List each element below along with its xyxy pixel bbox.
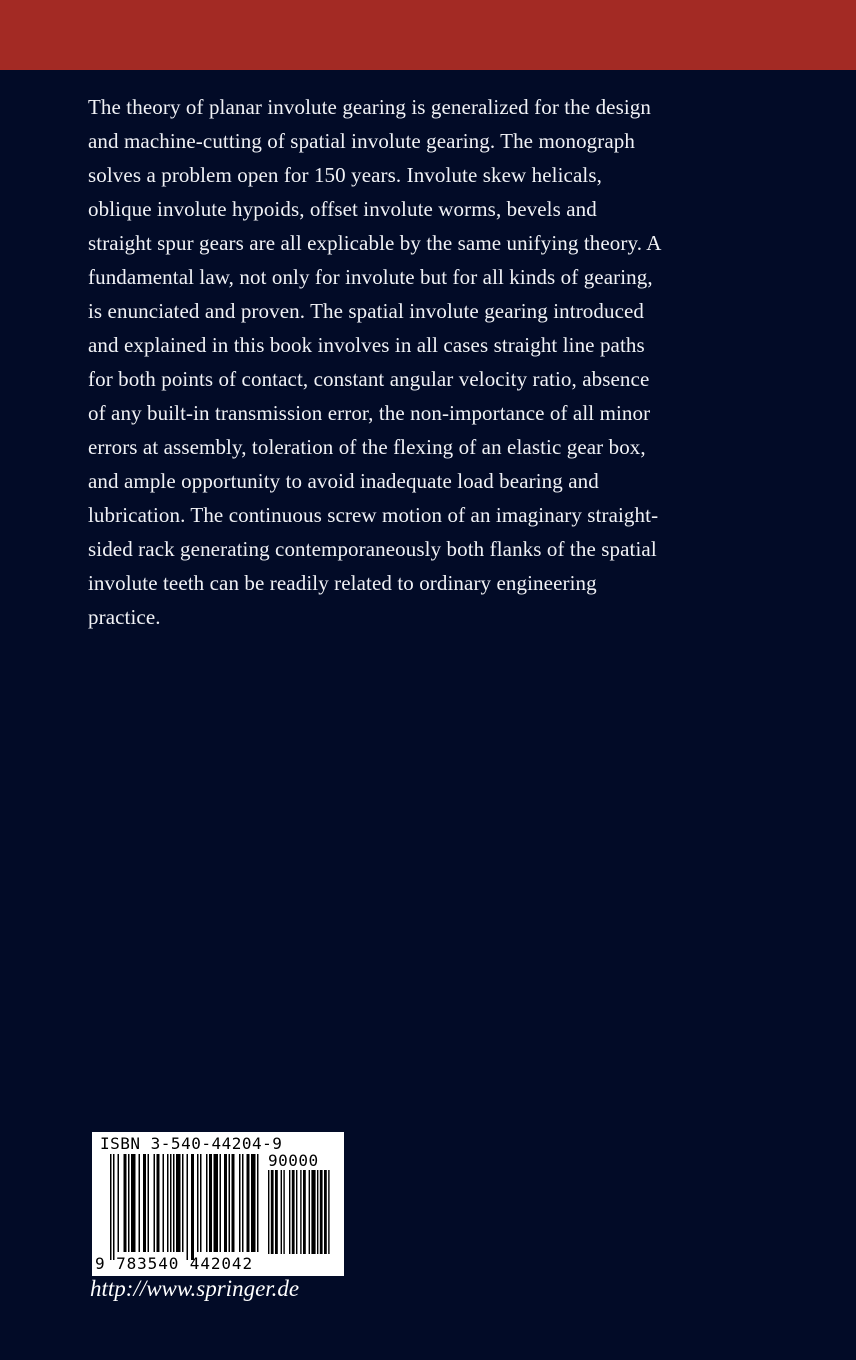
book-description: The theory of planar involute gearing is generalized for the design and machine-cutting of spatial involute gearing. The monograph solves a problem open for 150 years. Involute skew helicals, oblique involute hypoids, offset involute worms, bevels and straight spur gears are all explicable by the same unifying theory. A fundamental law, not only for involute but for all kinds of gearing, is enunciated and proven. The spatial involute gearing introduced and explained in this book involves in all cases straight line paths for both points of contact, constant angular velocity ratio, absence of any built-in transmission error, the non-importance of all minor errors at assembly, toleration of the flexing of an elastic gear box, and ample opportunity to avoid inadequate load bearing and lubrication. The continuous screw motion of an imaginary straight-sided rack generating contemporaneously both flanks of the spatial involute teeth can be readily related to ordinary engineering practice. [88, 95, 661, 629]
barcode-bar [182, 1154, 184, 1252]
barcode-bar [124, 1154, 127, 1252]
barcode-bar [247, 1154, 250, 1252]
barcode-bar [197, 1154, 199, 1252]
barcode-bar [128, 1154, 130, 1252]
barcode-bar [300, 1170, 301, 1254]
barcode-bar [220, 1154, 222, 1252]
barcode-bar [206, 1154, 208, 1252]
barcode-bar [271, 1170, 274, 1254]
barcode-bar [281, 1170, 282, 1254]
barcode-bar [232, 1154, 235, 1252]
barcode-bar [157, 1154, 160, 1252]
barcode-bar [275, 1170, 278, 1254]
barcode-bar [139, 1154, 141, 1252]
barcode-bar [167, 1154, 169, 1252]
barcode-bar [176, 1154, 181, 1252]
barcode-bar [317, 1170, 318, 1254]
barcode-bar [229, 1154, 231, 1252]
barcode-bar [292, 1170, 295, 1254]
barcode-bar [303, 1170, 306, 1254]
barcode-bar [251, 1154, 256, 1252]
barcode-bar [268, 1170, 269, 1254]
barcode-bar [200, 1154, 202, 1252]
barcode-bar [163, 1154, 165, 1252]
barcode-bar [191, 1154, 194, 1260]
barcode-bar [110, 1154, 112, 1260]
barcode-bar [239, 1154, 241, 1252]
barcode-bar [311, 1170, 315, 1254]
barcode-bar [328, 1170, 329, 1254]
barcode-bar [224, 1154, 227, 1252]
top-color-band [0, 0, 856, 70]
barcode-bar [143, 1154, 146, 1252]
barcode-bar [209, 1154, 212, 1252]
barcode-bar [324, 1170, 327, 1254]
barcode-bar [170, 1154, 172, 1252]
barcode-bar [131, 1154, 136, 1252]
addon-barcode-bars [268, 1170, 334, 1254]
ean-digits: 9 783540 442042 [95, 1254, 253, 1273]
barcode-bar [148, 1154, 150, 1252]
barcode-bar [309, 1170, 310, 1254]
barcode-bar [154, 1154, 156, 1252]
price-code: 90000 [268, 1151, 319, 1170]
barcode-bar [283, 1170, 284, 1254]
barcode-bar [296, 1170, 297, 1254]
barcode-bar [242, 1154, 244, 1252]
barcode-bar [289, 1170, 290, 1254]
barcode-bar [118, 1154, 120, 1252]
isbn-barcode [92, 1132, 344, 1276]
barcode-bar [173, 1154, 175, 1252]
barcode-bar [113, 1154, 115, 1260]
barcode-bar [214, 1154, 219, 1252]
barcode-bar [320, 1170, 323, 1254]
barcode-bar [187, 1154, 189, 1260]
isbn-label: ISBN 3-540-44204-9 [100, 1134, 283, 1153]
publisher-url: http://www.springer.de [90, 1276, 300, 1301]
barcode-bar [257, 1154, 259, 1252]
